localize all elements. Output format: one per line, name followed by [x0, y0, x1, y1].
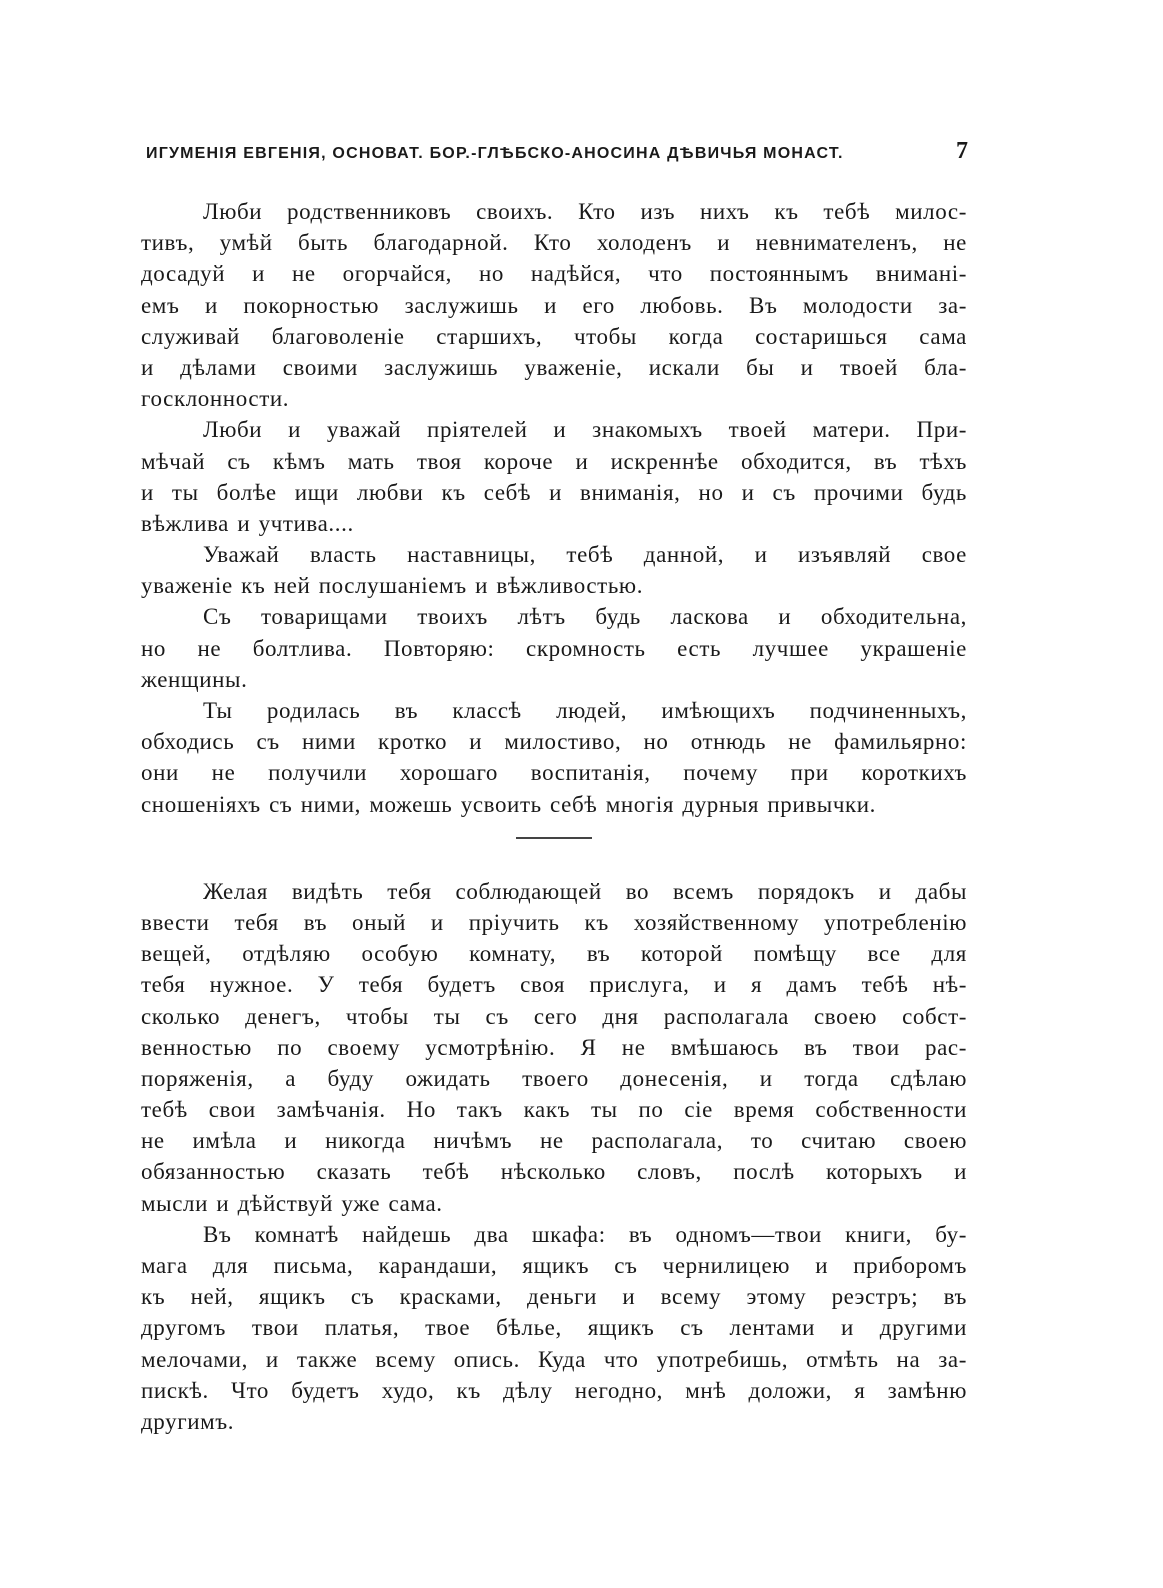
text-line: обходись съ ними кротко и милостиво, но отнюдь не фамильярно:	[141, 729, 967, 755]
text-line: служивай благоволенiе старшихъ, чтобы когда состаришься сама	[141, 323, 967, 349]
text-line: не имѣла и никогда ничѣмъ не располагала, то считаю своею	[141, 1128, 967, 1154]
text-line: вещей, отдѣляю особую комнату, въ которой помѣщу все для	[141, 941, 967, 967]
text-line: къ ней, ящикъ съ красками, деньги и всему этому реэстръ; въ	[141, 1284, 967, 1310]
section-2	[141, 876, 967, 1437]
text-line: и дѣлами своими заслужишь уваженiе, искали бы и твоей бла-	[141, 354, 967, 380]
text-line: тивъ, умѣй быть благодарной. Кто холоденъ и невнимателенъ, не	[141, 230, 967, 256]
text-line: сношенiяхъ съ ними, можешь усвоить себѣ многiя дурныя привычки.	[141, 791, 877, 817]
text-line: и ты болѣе ищи любви къ себѣ и вниманiя, но и съ прочими будь	[141, 479, 967, 505]
text-line: Люби и уважай прiятелей и знакомыхъ твоей матери. При-	[203, 417, 967, 443]
text-line: уваженiе къ ней послушанiемъ и вѣжливостью.	[141, 573, 644, 599]
text-line: Въ комнатѣ найдешь два шкафа: въ одномъ—твои книги, бу-	[203, 1221, 967, 1247]
text-line: другомъ твои платья, твое бѣлье, ящикъ съ лентами и другими	[141, 1315, 967, 1341]
text-line: но не болтлива. Повторяю: скромность есть лучшее украшенiе	[141, 635, 967, 661]
text-line: они не получили хорошаго воспитанiя, почему при короткихъ	[141, 760, 967, 786]
paragraph	[141, 876, 967, 1219]
text-line: Желая видѣть тебя соблюдающей во всемъ порядокъ и дабы	[203, 878, 967, 904]
text-line: Уважай власть наставницы, тебѣ данной, и изъявляй свое	[203, 542, 967, 568]
text-line: ввести тебя въ оный и прiучить къ хозяйственному употребленiю	[141, 909, 967, 935]
section-1	[141, 196, 967, 820]
text-line: тебѣ свои замѣчанiя. Но такъ какъ ты по сiе время собственности	[141, 1097, 967, 1123]
text-line: емъ и покорностью заслужишь и его любовь. Въ молодости за-	[141, 292, 967, 318]
text-line: обязанностью сказать тебѣ нѣсколько словъ, послѣ которыхъ и	[141, 1159, 967, 1185]
text-line: другимъ.	[141, 1408, 235, 1434]
text-line: тебя нужное. У тебя будетъ своя прислуга, и я дамъ тебѣ нѣ-	[141, 972, 967, 998]
text-line: мага для письма, карандаши, ящикъ съ чернилицею и приборомъ	[141, 1253, 967, 1278]
paragraph	[141, 539, 967, 601]
text-line: мелочами, и также всему опись. Куда что употребишь, отмѣть на за-	[141, 1346, 967, 1372]
paragraph	[141, 1219, 967, 1437]
text-line: вѣжлива и учтива....	[141, 510, 354, 536]
paragraph	[141, 601, 967, 695]
text-line: пискѣ. Что будетъ худо, къ дѣлу негодно, мнѣ доложи, я замѣню	[141, 1377, 967, 1403]
running-header	[146, 138, 968, 165]
text-line: сколько денегъ, чтобы ты съ сего дня располагала своею собст-	[141, 1003, 967, 1029]
text-line: Люби родственниковъ своихъ. Кто изъ нихъ къ тебѣ милос-	[203, 199, 967, 224]
text-line: мѣчай съ кѣмъ мать твоя короче и искреннѣе обходится, въ тѣхъ	[141, 448, 967, 474]
text-line: женщины.	[141, 666, 248, 692]
text-line: поряженiя, а буду ожидать твоего донесенiя, и тогда сдѣлаю	[141, 1065, 967, 1091]
page-number: 7	[956, 138, 968, 164]
section-divider	[516, 837, 592, 839]
text-line: госклонности.	[141, 386, 290, 412]
text-line: Ты родилась въ классѣ людей, имѣющихъ подчиненныхъ,	[203, 698, 967, 723]
paragraph	[141, 196, 967, 414]
text-line: венностью по своему усмотрѣнiю. Я не вмѣшаюсь въ твои рас-	[141, 1034, 967, 1060]
text-line: мысли и дѣйствуй уже сама.	[141, 1190, 443, 1216]
running-title: ИГУМЕНІЯ ЕВГЕНІЯ, ОСНОВАТ. БОР.-ГЛѢБСКО-АНОСИНА ДѢВИЧЬЯ МОНАСТ.	[146, 145, 844, 162]
paragraph	[141, 414, 967, 539]
text-line: Съ товарищами твоихъ лѣтъ будь ласкова и обходительна,	[203, 604, 967, 630]
body-text	[141, 196, 967, 1437]
text-line: досадуй и не огорчайся, но надѣйся, что постояннымъ вниманi-	[141, 261, 967, 287]
paragraph	[141, 695, 967, 820]
